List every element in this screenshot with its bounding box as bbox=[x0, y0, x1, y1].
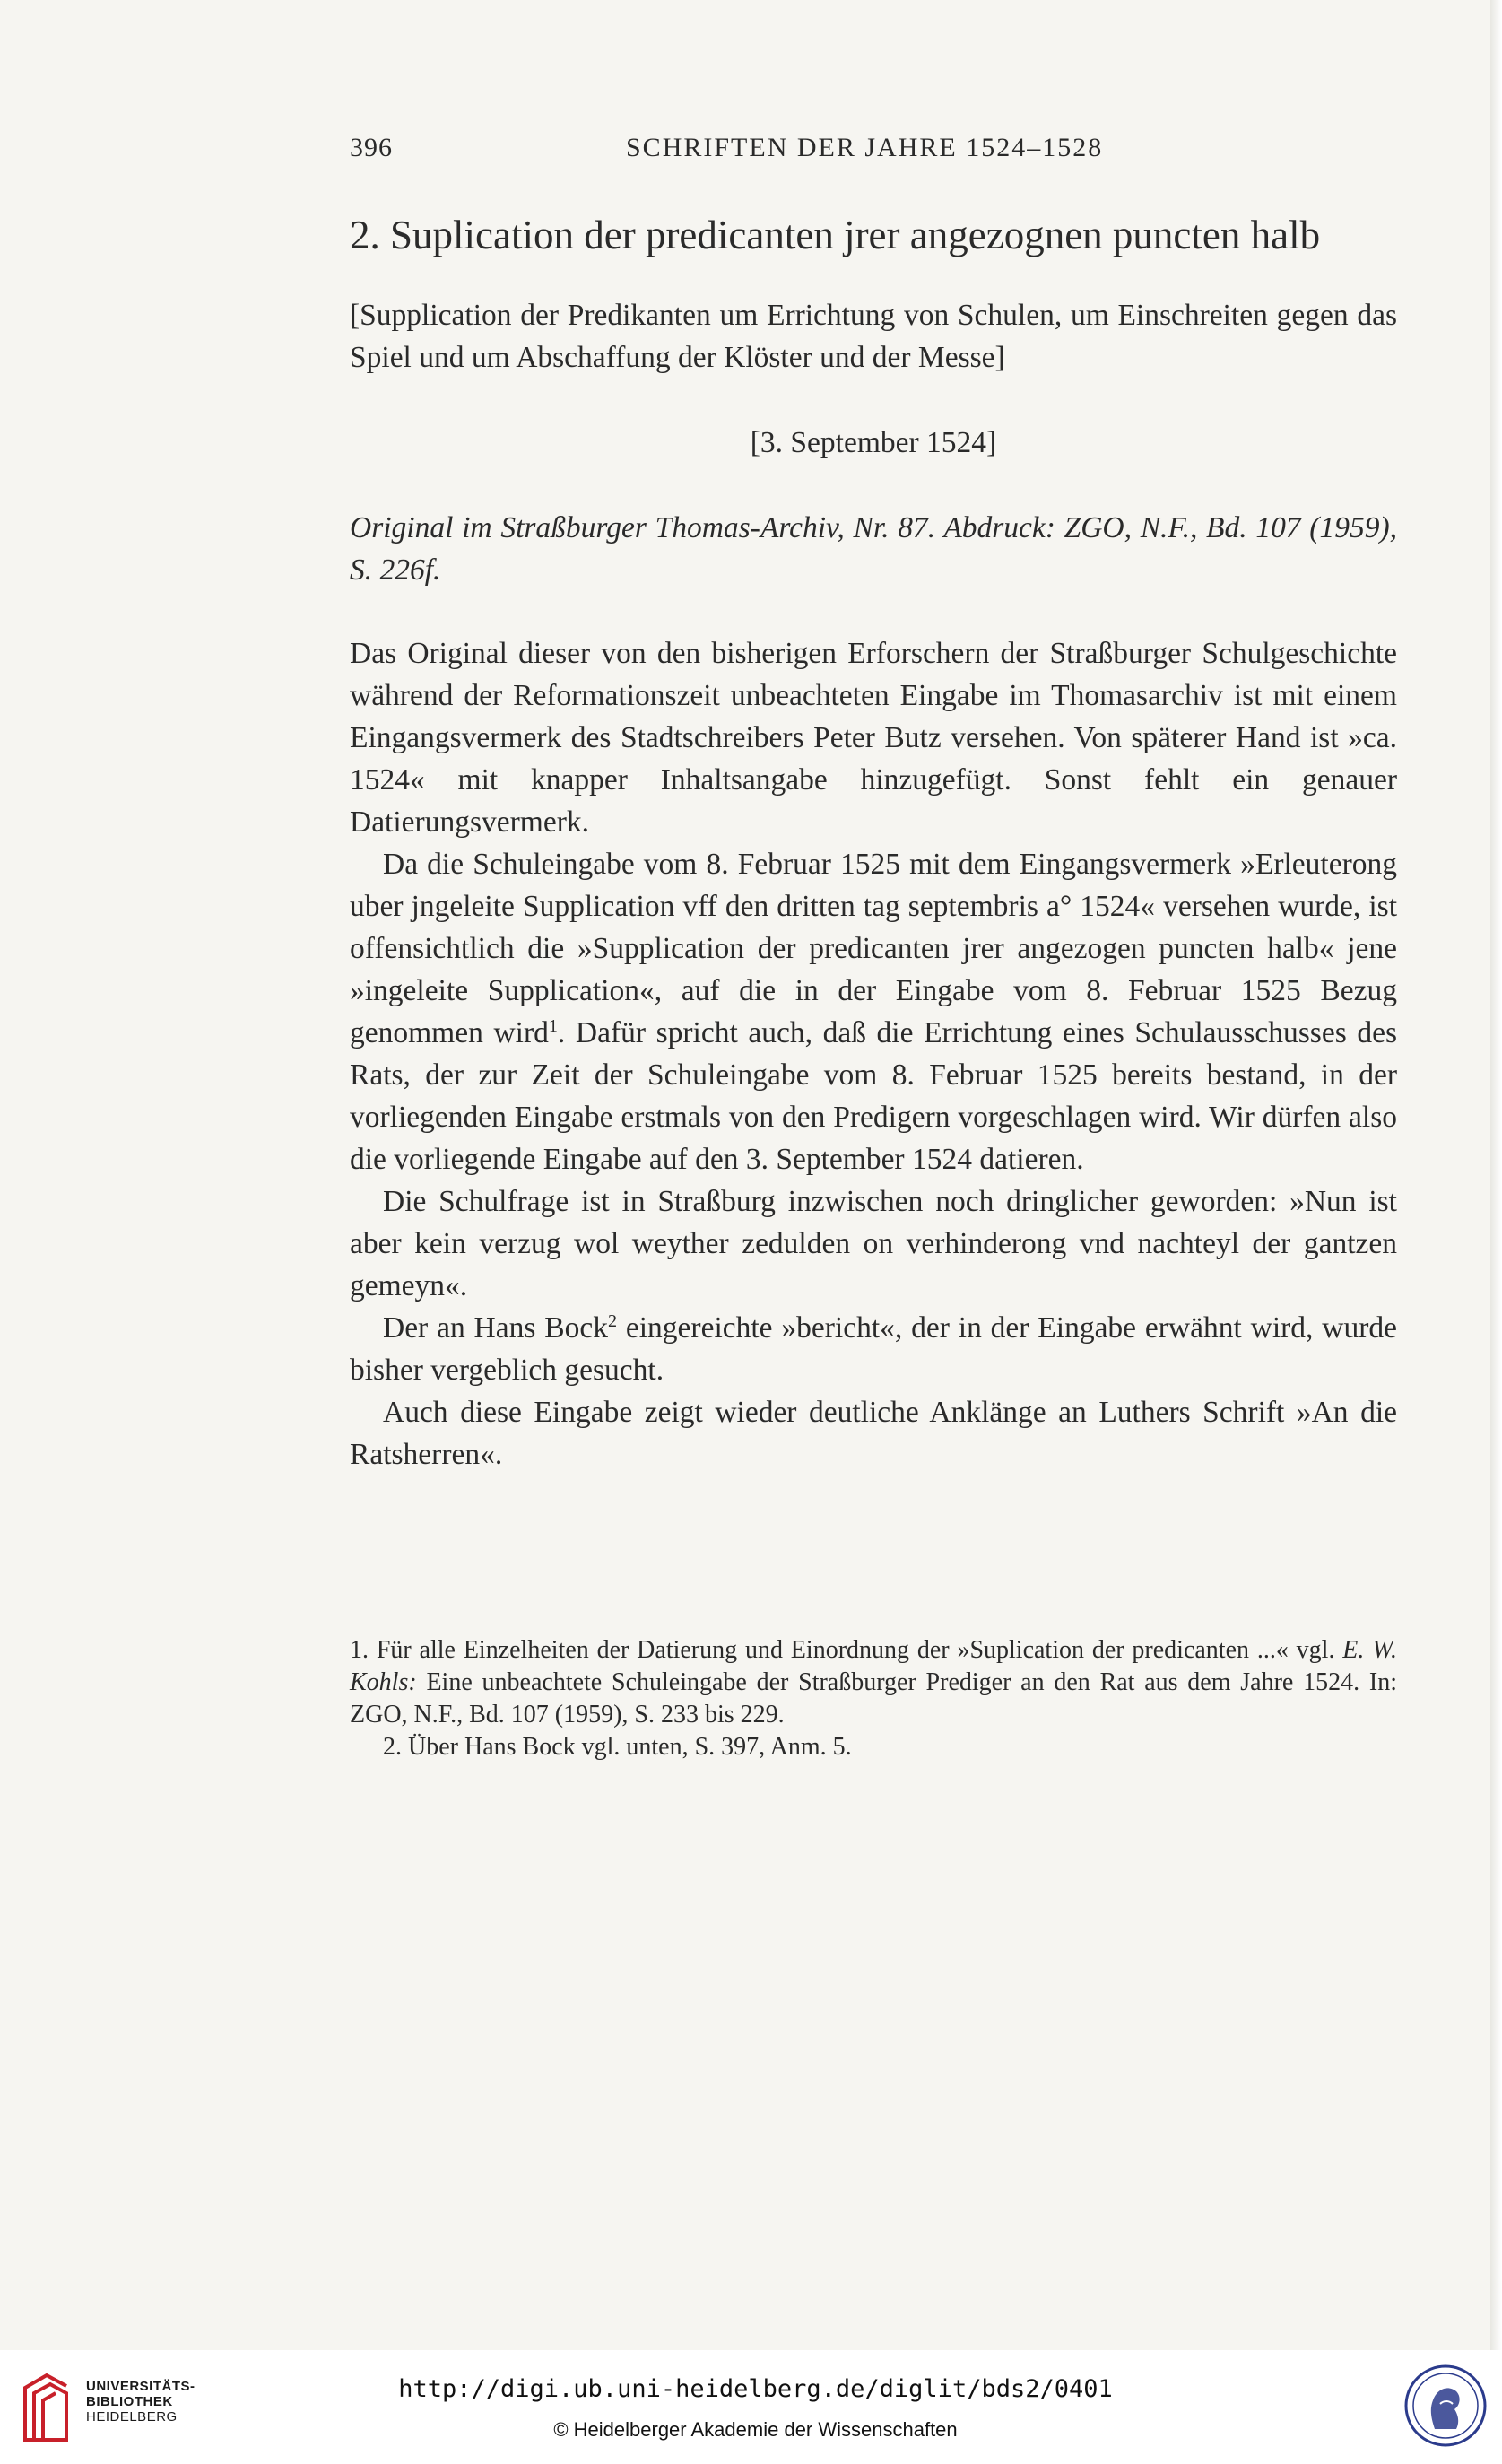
footnote-2: 2. Über Hans Bock vgl. unten, S. 397, Anm. 5. bbox=[383, 1733, 852, 1761]
logo-line-3: HEIDELBERG bbox=[86, 2409, 178, 2425]
subtitle: [Supplication der Predikanten um Errichtung von Schulen, um Einschreiten gegen das Spiel und um Abschaffung der Klöster und der Messe] bbox=[350, 299, 1397, 374]
footnotes bbox=[350, 1634, 1397, 1763]
running-title: SCHRIFTEN DER JAHRE 1524–1528 bbox=[626, 133, 1104, 162]
permalink-url[interactable]: http://digi.ub.uni-heidelberg.de/diglit/bds2/0401 bbox=[398, 2375, 1113, 2403]
page-edge bbox=[1490, 0, 1502, 2350]
subtitle-block bbox=[350, 294, 1397, 379]
paragraph-4-part-a: Der an Hans Bock bbox=[383, 1311, 608, 1345]
footnote-ref-2: 2 bbox=[607, 1310, 618, 1331]
paragraph-2 bbox=[350, 843, 1397, 1180]
document-heading: 2. Suplication der predicanten jrer angezognen puncten halb bbox=[350, 213, 1321, 257]
paragraph-1: Das Original dieser von den bisherigen Erforschern der Straßburger Schulgeschichte während der Reformationszeit unbeachteten Eingabe im Thomasarchiv ist mit einem Eingangsvermerk des Stadtschreibers Peter Butz versehen. Von späterer Hand ist »ca. 1524« mit knapper Inhaltsangabe hinzugefügt. Sonst fehlt ein genauer Datierungsvermerk. bbox=[350, 637, 1397, 839]
date-line bbox=[350, 422, 1397, 464]
paragraph-3: Die Schulfrage ist in Straßburg inzwischen noch dringlicher geworden: »Nun ist aber kein verzug wol weyther zedulden on verhinderong vnd nachteyl der gantzen gemeyn«. bbox=[350, 1185, 1397, 1302]
logo-line-2: BIBLIOTHEK bbox=[86, 2394, 173, 2409]
paragraph-2-part-a: Da die Schuleingabe vom 8. Februar 1525 mit dem Eingangsvermerk »Erleuterong uber jngeleite Supplication vff den dritten tag septembris a° 1524« versehen wurde, ist offensichtlich die »Supplication der predicanten jrer angezogen puncten halb« jene »ingeleite Supplication«, auf die in der Eingabe vom 8. Februar 1525 Bezug genommen wird bbox=[350, 848, 1397, 1049]
footnote-1 bbox=[350, 1634, 1397, 1731]
footnote-1-part-a: 1. Für alle Einzelheiten der Datierung und Einordnung der »Suplication der predicanten ...« vgl. bbox=[350, 1636, 1343, 1664]
page-number: 396 bbox=[350, 133, 393, 162]
paragraph-4-part-b: eingereichte »bericht«, der in der Eingabe erwähnt wird, wurde bisher vergeblich gesucht. bbox=[350, 1311, 1398, 1387]
academy-seal-icon bbox=[1404, 2364, 1487, 2447]
document-date: [3. September 1524] bbox=[750, 426, 997, 459]
footnote-1-author: E. W. Kohls: bbox=[350, 1636, 1397, 1696]
footnote-1-part-b: Eine unbeachtete Schuleingabe der Straßburger Prediger an den Rat aus dem Jahre 1524. In: ZGO, N.F., Bd. 107 (1959), S. 233 bis 229. bbox=[350, 1668, 1397, 1728]
paragraph-5: Auch diese Eingabe zeigt wieder deutliche Anklänge an Luthers Schrift »An die Ratsherren«. bbox=[350, 1396, 1397, 1471]
copyright-notice: © Heidelberger Akademie der Wissenschaften bbox=[553, 2418, 958, 2441]
footnote-ref-1: 1 bbox=[548, 1015, 558, 1036]
paragraph-4 bbox=[350, 1307, 1397, 1391]
body-text bbox=[350, 632, 1397, 1476]
source-note bbox=[350, 507, 1397, 591]
logo-line-1: UNIVERSITÄTS- bbox=[86, 2379, 195, 2394]
paragraph-2-part-b: . Dafür spricht auch, daß die Errichtung eines Schulausschusses des Rats, der zur Zeit der Schuleingabe vom 8. Februar 1525 bereits bestand, in der vorliegenden Eingabe erstmals von den Predigern vorgeschlagen wird. Wir dürfen also die vorliegende Eingabe auf den 3. September 1524 datieren. bbox=[350, 1016, 1397, 1176]
footer-bar bbox=[0, 2350, 1502, 2464]
source-citation: Original im Straßburger Thomas-Archiv, Nr. 87. Abdruck: ZGO, N.F., Bd. 107 (1959), S. 226f. bbox=[350, 511, 1397, 587]
